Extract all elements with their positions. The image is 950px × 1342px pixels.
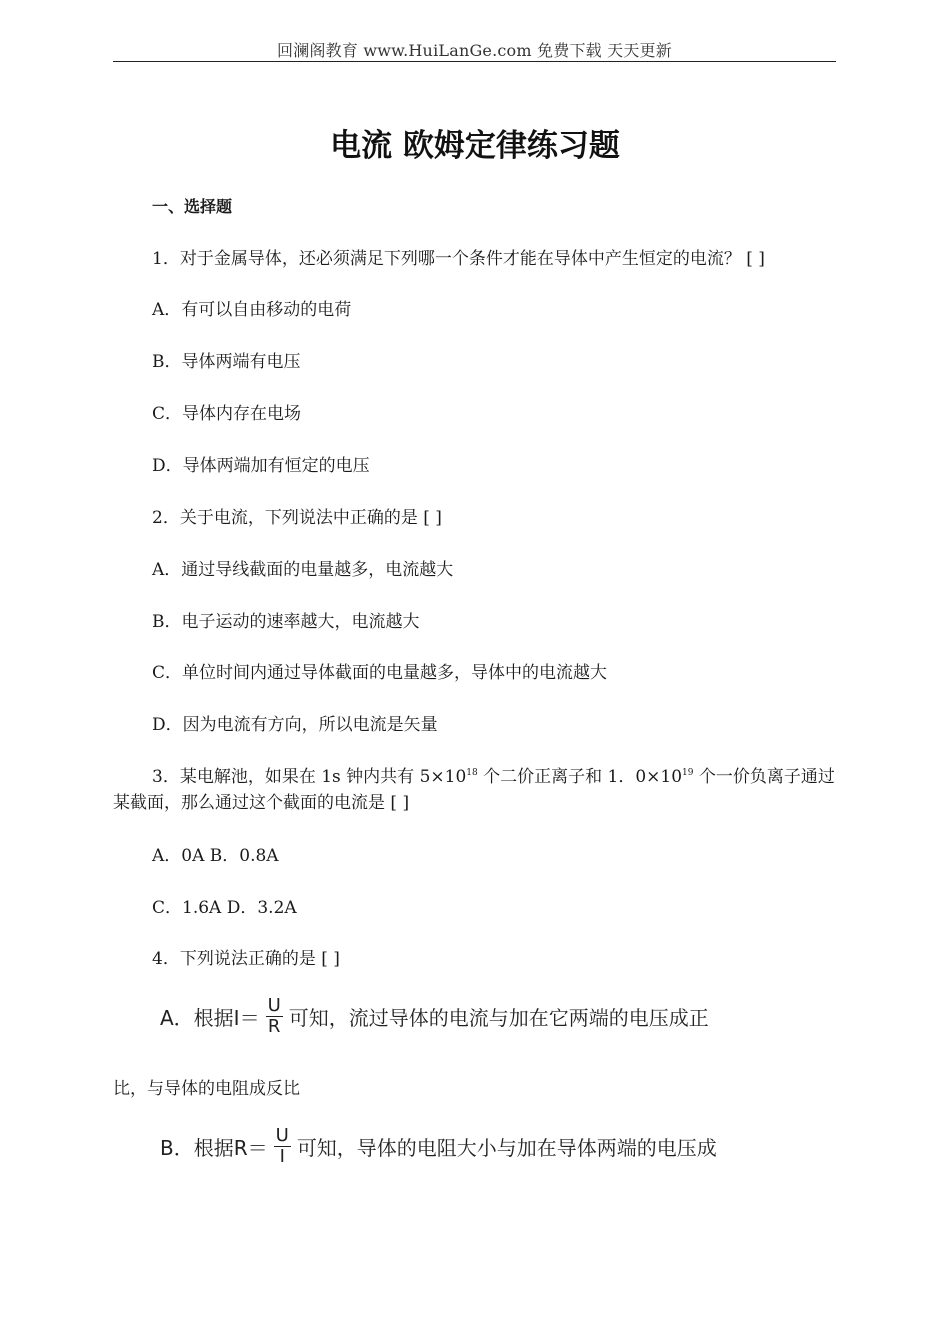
section-heading-choice: 一、选择题 bbox=[152, 197, 233, 216]
question-4-option-b-formula: B．根据R＝ $\frac{U}{I}$ 可知，导体的电阻大小与加在导体两端的电压成 bbox=[160, 1125, 717, 1167]
question-4-stem: 4．下列说法正确的是 [ ] bbox=[152, 949, 340, 969]
fraction-u-over-r: $\frac{U}{R}$ bbox=[267, 995, 281, 1037]
question-1-option-c: C．导体内存在电场 bbox=[152, 404, 302, 424]
question-1-option-a: A．有可以自由移动的电荷 bbox=[152, 300, 352, 320]
question-2-option-d: D．因为电流有方向，所以电流是矢量 bbox=[152, 715, 438, 735]
question-1-option-d: D．导体两端加有恒定的电压 bbox=[152, 456, 370, 476]
question-3-stem: 3．某电解池，如果在 1s 钟内共有 $5\times 10^{18}$ 个二价正离子和 1．$0\times 10^{19}$ 个一价负离子通过某截面，那么通过这个截面的电流是 [ ] bbox=[113, 767, 835, 813]
question-1-stem: 1．对于金属导体，还必须满足下列哪一个条件才能在导体中产生恒定的电流？ [ ] bbox=[152, 249, 765, 269]
question-4-option-a-formula: A．根据I＝ $\frac{U}{R}$ 可知，流过导体的电流与加在它两端的电压成正 bbox=[160, 995, 709, 1037]
question-4-option-a-continuation: 比，与导体的电阻成反比 bbox=[113, 1079, 300, 1099]
question-3-options-ab: A．0A B．0.8A bbox=[152, 846, 279, 866]
question-2-option-c: C．单位时间内通过导体截面的电量越多，导体中的电流越大 bbox=[152, 663, 608, 683]
header-divider bbox=[113, 61, 836, 62]
question-2-option-a: A．通过导线截面的电量越多，电流越大 bbox=[152, 560, 454, 580]
question-2-option-b: B．电子运动的速率越大，电流越大 bbox=[152, 612, 420, 632]
fraction-u-over-i: $\frac{U}{I}$ bbox=[275, 1125, 289, 1167]
document-title: 电流 欧姆定律练习题 bbox=[330, 128, 620, 164]
question-3-options-cd: C．1.6A D．3.2A bbox=[152, 898, 297, 918]
question-2-stem: 2．关于电流，下列说法中正确的是 [ ] bbox=[152, 508, 442, 528]
page-header: 回澜阁教育 www.HuiLanGe.com 免费下载 天天更新 bbox=[277, 41, 672, 60]
question-1-option-b: B．导体两端有电压 bbox=[152, 352, 301, 372]
